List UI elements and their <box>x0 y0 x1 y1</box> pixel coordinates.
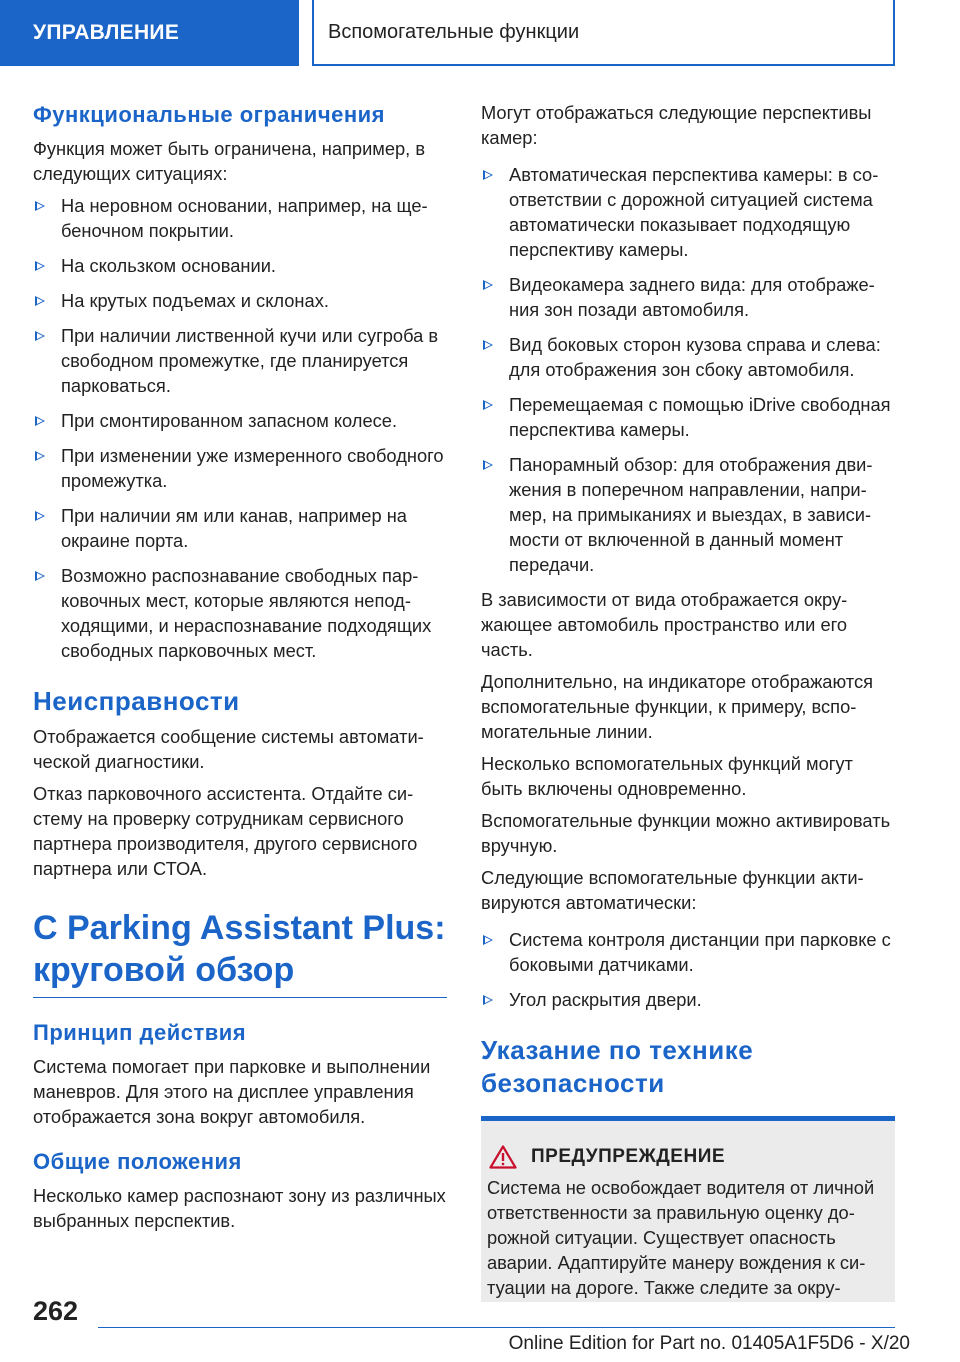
warning-title: ПРЕДУПРЕЖДЕНИЕ <box>531 1146 726 1167</box>
auto-functions-list <box>481 927 895 1012</box>
bullet-triangle-icon <box>35 331 45 341</box>
list-item: Система контроля дистанции при парковке с боковыми датчиками. <box>481 927 895 977</box>
bullet-triangle-icon <box>483 935 493 945</box>
list-item: При наличии лиственной кучи или сугроба в свободном промежутке, где планируется парковаться. <box>33 323 447 398</box>
manual-paragraph: Вспомогательные функции можно активировать вручную. <box>481 810 891 856</box>
warning-triangle-icon <box>489 1145 517 1169</box>
bullet-triangle-icon <box>483 340 493 350</box>
list-item: Видеокамера заднего вида: для отображения зон позади автомобиля. <box>481 272 895 322</box>
bullet-triangle-icon <box>35 201 45 211</box>
list-item: Перемещаемая с помощью iDrive свободная перспектива камеры. <box>481 392 895 442</box>
page-number: 262 <box>33 1296 79 1326</box>
bullet-triangle-icon <box>35 451 45 461</box>
edition-text: Online Edition for Part no. 01405A1F5D6 - X/20 <box>508 1333 910 1354</box>
faults-heading: Неисправности <box>33 686 240 716</box>
bullet-triangle-icon <box>483 170 493 180</box>
perspectives-list <box>481 162 895 577</box>
footer-divider <box>98 1327 895 1328</box>
bullet-triangle-icon <box>483 995 493 1005</box>
general-text: Несколько камер распознают зону из различных выбранных перспектив. <box>33 1185 446 1231</box>
safety-heading: Указание по технике безопасности <box>481 1035 754 1098</box>
list-item: При смонтированном запасном колесе. <box>33 408 447 433</box>
bullet-triangle-icon <box>35 296 45 306</box>
multiple-paragraph: Несколько вспомогательных функций могут быть включены одновременно. <box>481 753 853 799</box>
general-heading: Общие положения <box>33 1149 242 1174</box>
list-item: На неровном основании, например, на щебеночном покрытии. <box>33 193 447 243</box>
bullet-triangle-icon <box>35 416 45 426</box>
chapter-title: Вспомогательные функции <box>312 0 895 66</box>
perspectives-intro: Могут отображаться следующие перспективы камер: <box>481 102 872 148</box>
principle-text: Система помогает при парковке и выполнении маневров. Для этого на дисплее управления отображается зона вокруг автомобиля. <box>33 1056 431 1127</box>
list-item: Угол раскрытия двери. <box>481 987 895 1012</box>
warning-box <box>481 1116 895 1302</box>
bullet-triangle-icon <box>483 400 493 410</box>
list-item: На крутых подъемах и склонах. <box>33 288 447 313</box>
view-paragraph: В зависимости от вида отображается окружающее автомобиль пространство или его часть. <box>481 589 848 660</box>
list-item: При изменении уже измеренного свободного промежутка. <box>33 443 447 493</box>
main-section-title: С Parking Assistant Plus: круговой обзор <box>33 909 446 989</box>
list-item: Возможно распознавание свободных парковочных мест, которые являются неподходящими, и нераспознавание подходящих свободных парковочных мест. <box>33 563 447 663</box>
list-item: Вид боковых сторон кузова справа и слева: для отображения зон сбоку автомобиля. <box>481 332 895 382</box>
page-header <box>0 0 960 66</box>
assist-paragraph: Дополнительно, на индикаторе отображаются вспомогательные функции, к примеру, вспомогательные линии. <box>481 671 873 742</box>
bullet-triangle-icon <box>35 511 45 521</box>
left-column <box>33 100 447 1240</box>
title-divider <box>33 997 447 998</box>
warning-text: Система не освобождает водителя от личной ответственности за правильную оценку дорожной ситуации. Существует опасность аварии. Адаптируйте манеру вождения к ситуации на дороге. Также следите за окру- <box>487 1177 875 1298</box>
limits-list <box>33 193 447 663</box>
bullet-triangle-icon <box>483 280 493 290</box>
right-column <box>481 100 895 1302</box>
list-item: При наличии ям или канав, например на окраине порта. <box>33 503 447 553</box>
bullet-triangle-icon <box>483 460 493 470</box>
section-tab: УПРАВЛЕНИЕ <box>0 0 299 66</box>
list-item: На скользком основании. <box>33 253 447 278</box>
warning-header <box>487 1145 887 1169</box>
limits-intro: Функция может быть ограничена, например, в следующих ситуациях: <box>33 138 426 184</box>
faults-paragraph-2: Отказ парковочного ассистента. Отдайте систему на проверку сотрудникам сервисного партнера производителя, другого сервисного партнера или СТОА. <box>33 783 418 879</box>
faults-paragraph-1: Отображается сообщение системы автоматической диагностики. <box>33 726 424 772</box>
principle-heading: Принцип действия <box>33 1020 247 1045</box>
auto-paragraph: Следующие вспомогательные функции активируются автоматически: <box>481 867 864 913</box>
bullet-triangle-icon <box>35 261 45 271</box>
list-item: Автоматическая перспектива камеры: в соответствии с дорожной ситуацией система автоматически показывает подходящую перспективу камеры. <box>481 162 895 262</box>
limits-heading: Функциональные ограничения <box>33 102 385 127</box>
bullet-triangle-icon <box>35 571 45 581</box>
list-item: Панорамный обзор: для отображения движения в поперечном направлении, например, на примыканиях и выездах, в зависимости от включенной в данный момент передачи. <box>481 452 895 577</box>
